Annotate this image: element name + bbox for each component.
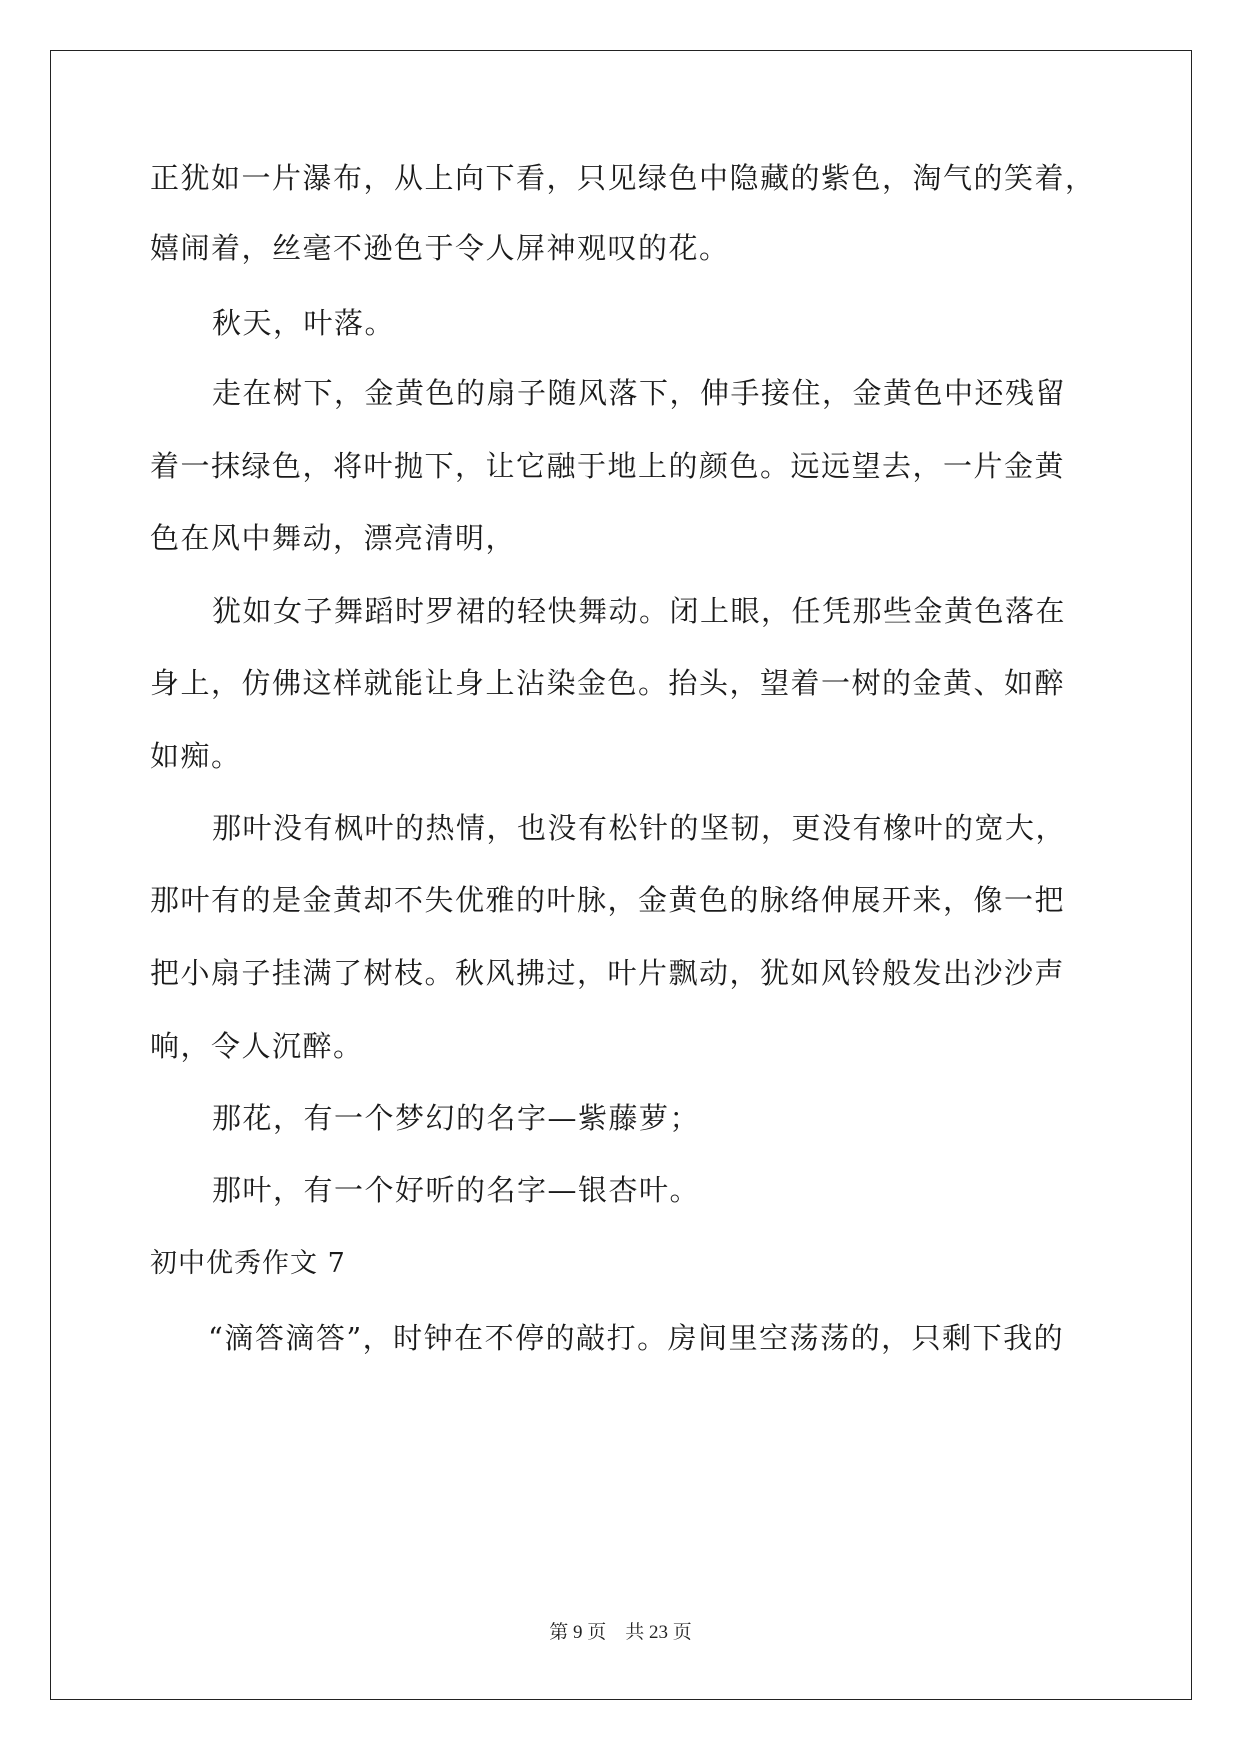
- text-line: 如痴。: [150, 739, 242, 773]
- paragraph-line: 那叶，有一个好听的名字—银杏叶。: [212, 1173, 701, 1207]
- page-number-footer: 第 9 页 共 23 页: [549, 1622, 692, 1643]
- paragraph-line: 那叶没有枫叶的热情，也没有松针的坚韧，更没有橡叶的宽大，: [212, 811, 1067, 845]
- text-line: 正犹如一片瀑布，从上向下看，只见绿色中隐藏的紫色，淘气的笑着，: [150, 161, 1096, 195]
- text-line: 身上，仿佛这样就能让身上沾染金色。抬头，望着一树的金黄、如醉: [150, 666, 1066, 700]
- section-heading: 初中优秀作文 7: [150, 1248, 346, 1279]
- text-line: 那叶有的是金黄却不失优雅的叶脉，金黄色的脉络伸展开来，像一把: [150, 883, 1066, 917]
- paragraph-line: “滴答滴答”，时钟在不停的敲打。房间里空荡荡的，只剩下我的: [208, 1321, 1065, 1355]
- page-border: [50, 50, 1192, 1700]
- paragraph-line: 秋天，叶落。: [212, 306, 396, 340]
- paragraph-line: 走在树下，金黄色的扇子随风落下，伸手接住，金黄色中还残留: [212, 376, 1067, 410]
- text-line: 色在风中舞动，漂亮清明，: [150, 521, 517, 555]
- text-line: 嬉闹着，丝毫不逊色于令人屏神观叹的花。: [150, 231, 730, 265]
- text-line: 着一抹绿色，将叶抛下，让它融于地上的颜色。远远望去，一片金黄: [150, 449, 1066, 483]
- paragraph-line: 犹如女子舞蹈时罗裙的轻快舞动。闭上眼，任凭那些金黄色落在: [212, 594, 1067, 628]
- text-line: 把小扇子挂满了树枝。秋风拂过，叶片飘动，犹如风铃般发出沙沙声: [150, 956, 1066, 990]
- paragraph-line: 那花，有一个梦幻的名字—紫藤萝；: [212, 1101, 701, 1135]
- text-line: 响，令人沉醉。: [150, 1029, 364, 1063]
